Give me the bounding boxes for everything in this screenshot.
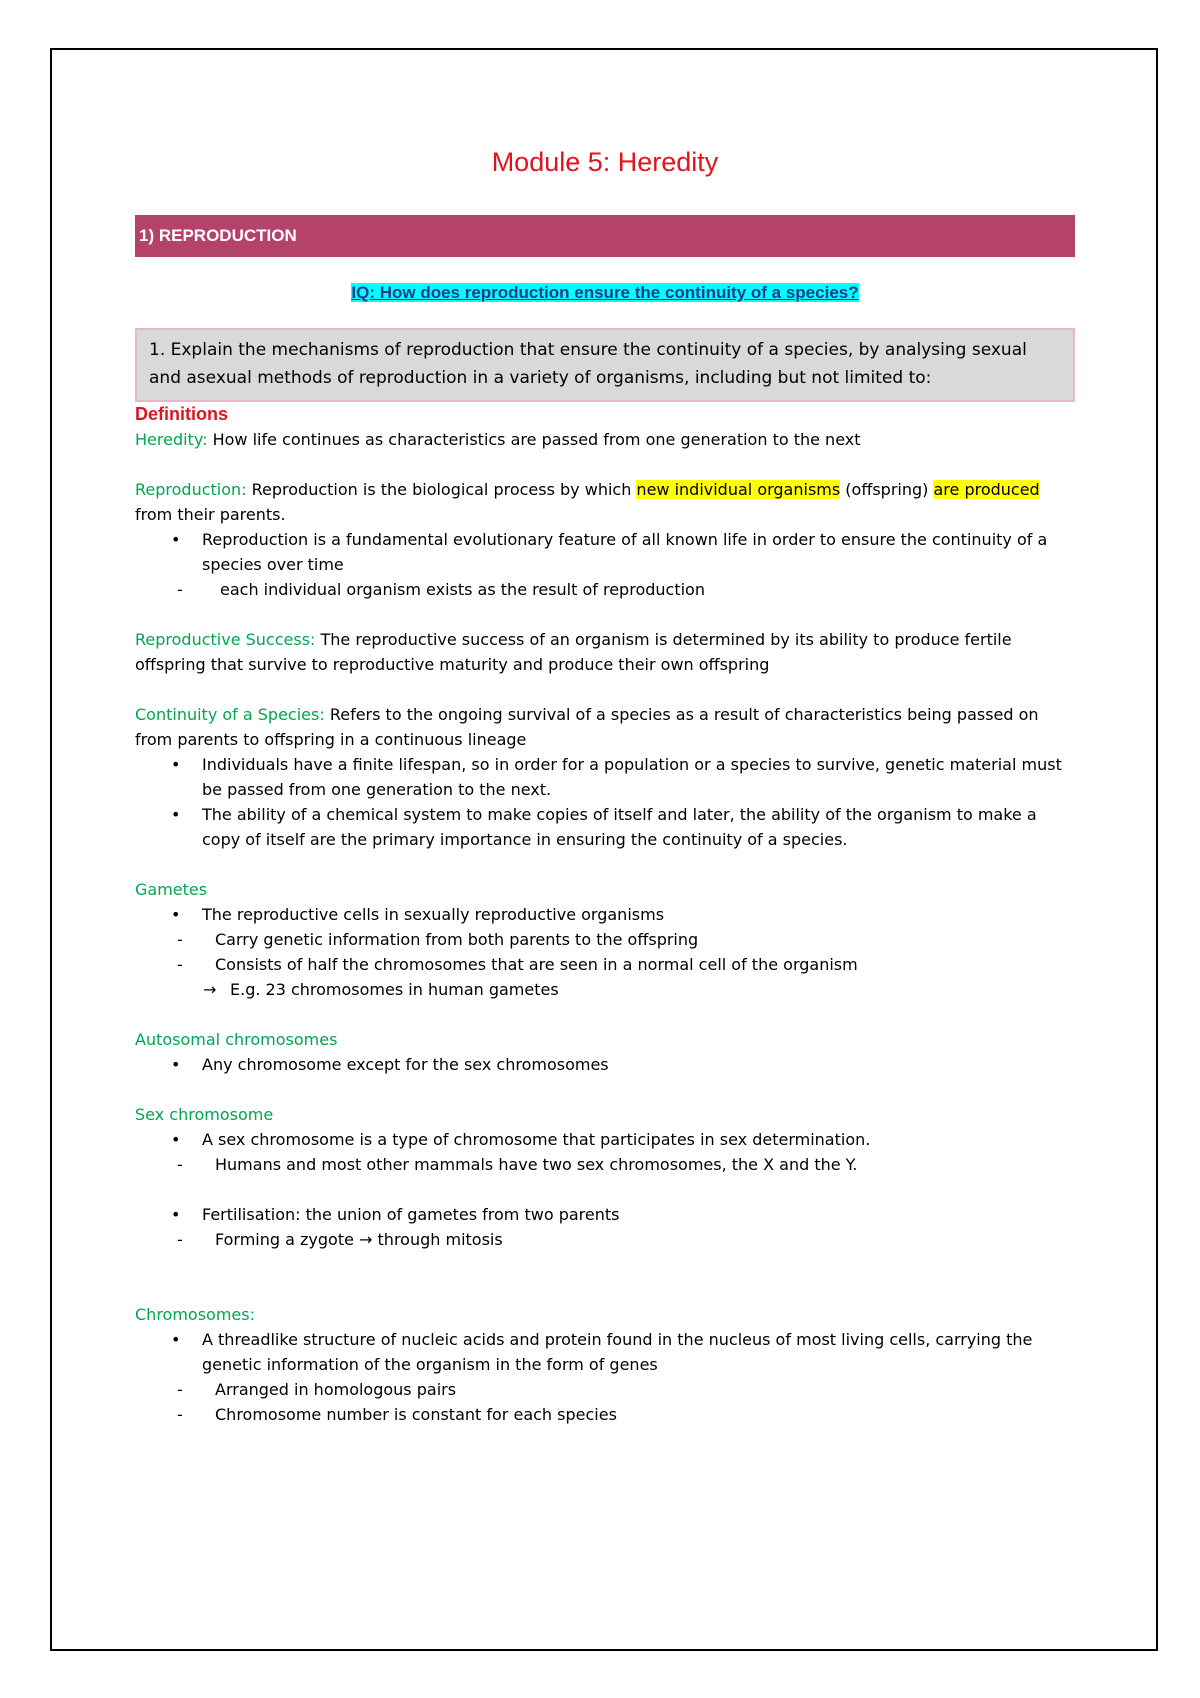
bullet-list xyxy=(135,902,1075,927)
highlighted-text: are produced xyxy=(933,480,1040,499)
sex-chromosome-term: Sex chromosome xyxy=(135,1105,274,1124)
dash-item: - Consists of half the chromosomes that are seen in a normal cell of the organism xyxy=(135,952,1075,977)
bullet-list xyxy=(135,1202,1075,1227)
dash-item: - Arranged in homologous pairs xyxy=(135,1377,1075,1402)
bullet-list xyxy=(135,1327,1075,1377)
gametes-term: Gametes xyxy=(135,880,208,899)
continuity-definition xyxy=(135,702,1075,752)
reproduction-text-a: Reproduction is the biological process by which xyxy=(246,480,637,499)
reproductive-success-term: Reproductive Success: xyxy=(135,630,316,649)
reproductive-success-definition xyxy=(135,627,1075,677)
syllabus-dot-point: 1. Explain the mechanisms of reproduction that ensure the continuity of a species, by analysing sexual and asexual methods of reproduction in a variety of organisms, including but not limited to: xyxy=(135,328,1075,402)
list-item: • Fertilisation: the union of gametes from two parents xyxy=(135,1202,1075,1227)
dash-item: - Carry genetic information from both parents to the offspring xyxy=(135,927,1075,952)
list-item: • Reproduction is a fundamental evolutionary feature of all known life in order to ensure the continuity of a species over time xyxy=(135,527,1075,577)
autosomal-term: Autosomal chromosomes xyxy=(135,1030,338,1049)
bullet-list xyxy=(135,1127,1075,1152)
heredity-term: Heredity: xyxy=(135,430,208,449)
dash-item: - Chromosome number is constant for each species xyxy=(135,1402,1075,1427)
heredity-definition xyxy=(135,427,1075,452)
definitions-heading: Definitions xyxy=(135,404,228,424)
reproduction-text-b: (offspring) xyxy=(840,480,934,499)
inquiry-question-text: IQ: How does reproduction ensure the continuity of a species? xyxy=(351,283,859,302)
continuity-term: Continuity of a Species: xyxy=(135,705,325,724)
arrow-item: → E.g. 23 chromosomes in human gametes xyxy=(135,977,1075,1002)
bullet-list xyxy=(135,1052,1075,1077)
list-item: • A threadlike structure of nucleic acids and protein found in the nucleus of most living cells, carrying the genetic information of the organism in the form of genes xyxy=(135,1327,1075,1377)
list-item: • The ability of a chemical system to make copies of itself and later, the ability of the organism to make a copy of itself are the primary importance in ensuring the continuity of a species. xyxy=(135,802,1075,852)
list-item: • Individuals have a finite lifespan, so in order for a population or a species to survive, genetic material must be passed from one generation to the next. xyxy=(135,752,1075,802)
reproductive-success-text: The reproductive success of an organism is determined by its ability to produce fertile offspring that survive to reproductive maturity and produce their own offspring xyxy=(135,630,1012,674)
notes-body xyxy=(135,402,1075,1427)
bullet-list xyxy=(135,527,1075,577)
dash-item: - Forming a zygote → through mitosis xyxy=(135,1227,1075,1252)
list-item: • A sex chromosome is a type of chromosome that participates in sex determination. xyxy=(135,1127,1075,1152)
highlighted-text: new individual organisms xyxy=(636,480,841,499)
continuity-text: Refers to the ongoing survival of a species as a result of characteristics being passed on from parents to offspring in a continuous lineage xyxy=(135,705,1039,749)
list-item: • Any chromosome except for the sex chromosomes xyxy=(135,1052,1075,1077)
list-item: • The reproductive cells in sexually reproductive organisms xyxy=(135,902,1075,927)
heredity-text: How life continues as characteristics are passed from one generation to the next xyxy=(207,430,861,449)
document-title: Module 5: Heredity xyxy=(491,147,719,177)
chromosomes-term: Chromosomes: xyxy=(135,1305,255,1324)
reproduction-term: Reproduction: xyxy=(135,480,247,499)
reproduction-definition xyxy=(135,477,1075,527)
bullet-list xyxy=(135,752,1075,852)
dash-item: - each individual organism exists as the result of reproduction xyxy=(135,577,1075,602)
inquiry-question xyxy=(135,281,1075,305)
section-header: 1) REPRODUCTION xyxy=(135,215,1075,257)
dash-item: - Humans and most other mammals have two sex chromosomes, the X and the Y. xyxy=(135,1152,1075,1177)
reproduction-text-c: from their parents. xyxy=(135,505,286,524)
